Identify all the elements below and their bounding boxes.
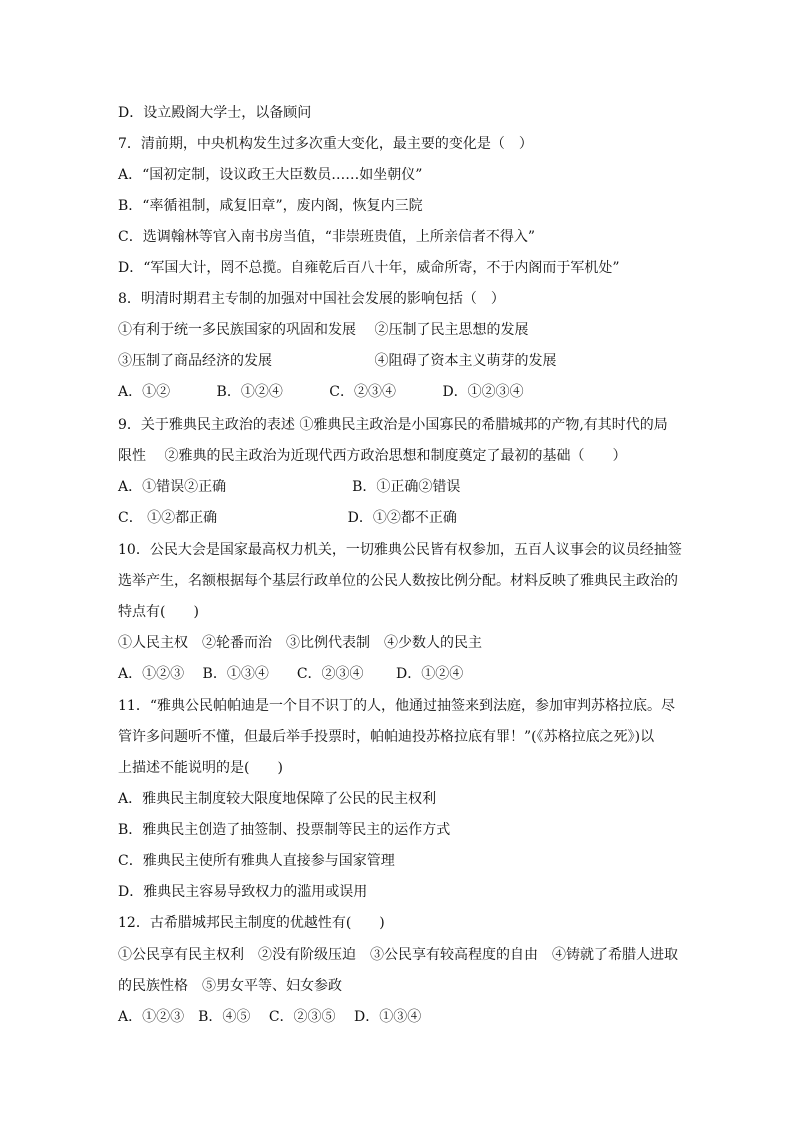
q9-options-ab: A．①错误②正确 B．①正确②错误 bbox=[118, 479, 461, 495]
q7-option-c: C．选调翰林等官入南书房当值，“非崇班贵值，上所亲信者不得入” bbox=[118, 229, 536, 245]
q9-stem-1: 9．关于雅典民主政治的表述 ①雅典民主政治是小国寡民的希腊城邦的产物,有其时代的局 bbox=[118, 417, 668, 433]
q7-option-b: B．“率循祖制，咸复旧章”，废内阁，恢复内三院 bbox=[118, 198, 423, 214]
q12-options: A．①②③ B．④⑤ C．②③⑤ D．①③④ bbox=[118, 1009, 422, 1025]
q11-stem-1: 11．“雅典公民帕帕迪是一个目不识丁的人，他通过抽签来到法庭，参加审判苏格拉底。尽 bbox=[118, 698, 675, 714]
q8-statements-1: ①有利于统一多民族国家的巩固和发展 ②压制了民主思想的发展 bbox=[118, 322, 529, 338]
q12-stem: 12．古希腊城邦民主制度的优越性有( ) bbox=[118, 915, 385, 931]
q11-option-a: A．雅典民主制度较大限度地保障了公民的民主权利 bbox=[118, 791, 437, 807]
q8-statements-2: ③压制了商品经济的发展 ④阻碍了资本主义萌芽的发展 bbox=[118, 353, 557, 369]
q11-stem-2: 管许多问题听不懂，但最后举手投票时，帕帕迪投苏格拉底有罪！”(《苏格拉底之死》)以 bbox=[118, 729, 655, 745]
q8-options: A．①② B．①②④ C．②③④ D．①②③④ bbox=[118, 384, 524, 400]
q6-option-d: D．设立殿阁大学士，以备顾问 bbox=[118, 105, 312, 121]
q8-stem: 8．明清时期君主专制的加强对中国社会发展的影响包括（ ） bbox=[118, 291, 505, 307]
q10-statements: ①人民主权 ②轮番而治 ③比例代表制 ④少数人的民主 bbox=[118, 635, 482, 651]
q11-option-b: B．雅典民主创造了抽签制、投票制等民主的运作方式 bbox=[118, 822, 451, 838]
q7-option-a: A．“国初定制，设议政王大臣数员……如坐朝仪” bbox=[118, 167, 423, 183]
q10-options: A．①②③ B．①③④ C．②③④ D．①②④ bbox=[118, 666, 464, 682]
q9-options-cd: C． ①②都正确 D．①②都不正确 bbox=[118, 510, 457, 526]
q10-stem-2: 选举产生，名额根据每个基层行政单位的公民人数按比例分配。材料反映了雅典民主政治的 bbox=[118, 573, 678, 589]
q10-stem-1: 10．公民大会是国家最高权力机关，一切雅典公民皆有权参加，五百人议事会的议员经抽签 bbox=[118, 542, 682, 558]
q7-stem: 7．清前期，中央机构发生过多次重大变化，最主要的变化是（ ） bbox=[118, 136, 533, 152]
q12-statements-1: ①公民享有民主权利 ②没有阶级压迫 ③公民享有较高程度的自由 ④铸就了希腊人进取 bbox=[118, 947, 678, 963]
q9-stem-2: 限性 ②雅典的民主政治为近现代西方政治思想和制度奠定了最初的基础（ ） bbox=[118, 448, 627, 464]
q11-stem-3: 上描述不能说明的是( ) bbox=[118, 760, 283, 776]
q12-statements-2: 的民族性格 ⑤男女平等、妇女参政 bbox=[118, 978, 342, 994]
q11-option-c: C．雅典民主使所有雅典人直接参与国家管理 bbox=[118, 853, 395, 869]
q10-stem-3: 特点有( ) bbox=[118, 604, 199, 620]
q11-option-d: D．雅典民主容易导致权力的滥用或误用 bbox=[118, 884, 368, 900]
q7-option-d: D．“军国大计，罔不总揽。自雍乾后百八十年，威命所寄，不于内阁而于军机处” bbox=[118, 260, 620, 276]
